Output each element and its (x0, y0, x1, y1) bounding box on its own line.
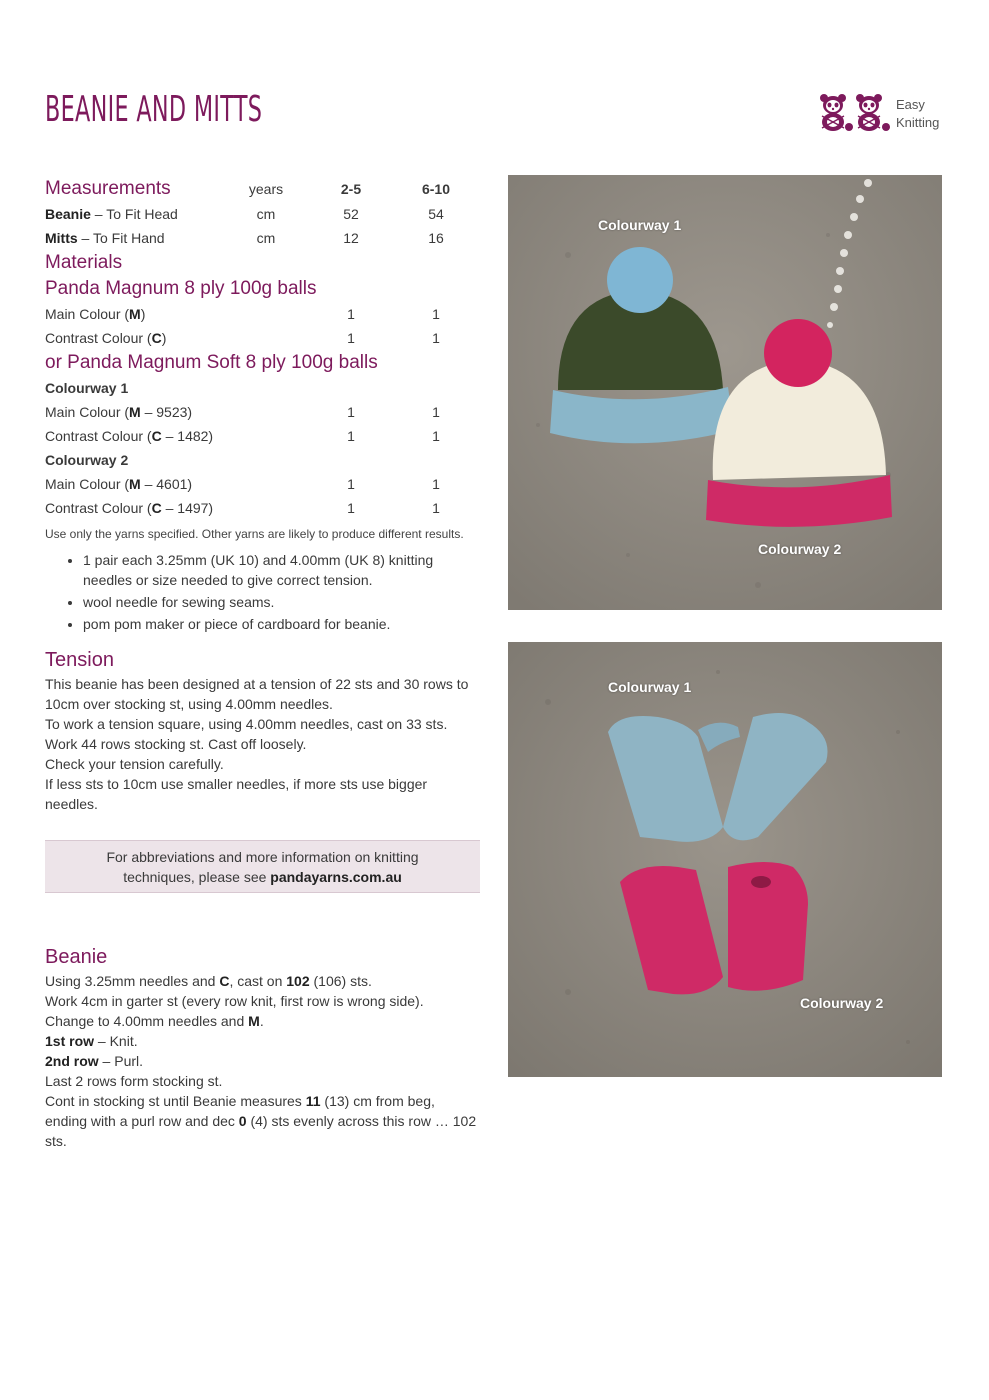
beanie-line: Using 3.25mm needles and C, cast on 102 (106) sts. (45, 973, 372, 989)
yarn-label: Main Colour (M – 9523) (45, 404, 193, 420)
yarn-2-header (45, 350, 480, 376)
beanie-line: Change to 4.00mm needles and M. (45, 1013, 264, 1029)
yarn-qty: 1 (347, 404, 355, 420)
measurement-label: Mitts – To Fit Hand (45, 230, 165, 246)
beanie-line: Work 4cm in garter st (every row knit, first row is wrong side). (45, 993, 424, 1009)
yarn-2-heading: or Panda Magnum Soft 8 ply 100g balls (45, 352, 378, 373)
measurement-value: 16 (428, 230, 444, 246)
measurement-row-mitts (45, 226, 480, 250)
website-link[interactable]: pandayarns.com.au (270, 869, 402, 885)
yarn-qty: 1 (432, 500, 440, 516)
measurement-label: Beanie – To Fit Head (45, 206, 178, 222)
yarn-qty: 1 (347, 330, 355, 346)
tension-line: If less sts to 10cm use smaller needles, if more sts use bigger needles. (45, 776, 428, 812)
measurement-unit: cm (256, 230, 276, 246)
panda-knitting-icon (818, 92, 892, 132)
yarn-row (45, 400, 480, 424)
yarn-row (45, 424, 480, 448)
difficulty-line-1: Easy (896, 97, 925, 112)
yarn-row (45, 302, 480, 326)
measurement-row-beanie (45, 202, 480, 226)
measurement-value: 12 (343, 230, 359, 246)
tension-line: This beanie has been designed at a tension of 22 sts and 30 rows to 10cm over stocking st, using 4.00mm needles. (45, 676, 469, 712)
tension-heading: Tension (45, 649, 114, 671)
yarn-qty: 1 (347, 428, 355, 444)
equipment-list (45, 550, 480, 634)
yarn-qty: 1 (432, 306, 440, 322)
yarn-label: Contrast Colour (C – 1497) (45, 500, 214, 516)
photo-label: Colourway 1 (598, 217, 682, 233)
beanie-line: 1st row – Knit. (45, 1033, 138, 1049)
yarn-qty: 1 (432, 476, 440, 492)
yarn-row (45, 326, 480, 350)
colourway-2-label: Colourway 2 (45, 452, 129, 468)
measurements-unit-header: years (248, 181, 284, 197)
yarn-1-heading: Panda Magnum 8 ply 100g balls (45, 278, 317, 299)
measurements-header (45, 176, 480, 202)
beanie-heading: Beanie (45, 946, 108, 968)
yarn-1-header (45, 276, 480, 302)
list-item: • wool needle for sewing seams. (83, 592, 480, 612)
tension-section (45, 646, 480, 814)
beanies-photo (508, 175, 942, 610)
measurement-value: 54 (428, 206, 444, 222)
colourway-1-label: Colourway 1 (45, 380, 129, 396)
size-header-1: 2-5 (340, 181, 362, 197)
yarn-label: Main Colour (M – 4601) (45, 476, 193, 492)
measurement-value: 52 (343, 206, 359, 222)
mitts-photo (508, 642, 942, 1077)
yarn-qty: 1 (432, 404, 440, 420)
info-line-2: techniques, please see pandayarns.com.au (123, 869, 402, 885)
yarn-qty: 1 (432, 330, 440, 346)
photo-label: Colourway 1 (608, 679, 692, 695)
beanie-line: Last 2 rows form stocking st. (45, 1073, 223, 1089)
yarn-qty: 1 (347, 306, 355, 322)
difficulty-rating (818, 92, 948, 136)
page-title: BEANIE AND MITTS (45, 89, 263, 130)
yarn-row (45, 472, 480, 496)
yarn-qty: 1 (347, 476, 355, 492)
difficulty-label (896, 96, 939, 132)
photo-label: Colourway 2 (758, 541, 842, 557)
beanie-line: Cont in stocking st until Beanie measures 11 (13) cm from beg, ending with a purl row and dec 0 (4) sts evenly across this row … 102 sts. (45, 1093, 477, 1149)
yarn-qty: 1 (432, 428, 440, 444)
list-item: • 1 pair each 3.25mm (UK 10) and 4.00mm (UK 8) knitting needles or size needed to give correct tension. (83, 550, 480, 590)
yarn-qty: 1 (347, 500, 355, 516)
info-line-1: For abbreviations and more information on knitting (106, 849, 419, 865)
difficulty-line-2: Knitting (896, 115, 940, 130)
materials-header (45, 250, 480, 276)
beanie-section (45, 943, 480, 1151)
materials-heading: Materials (45, 252, 123, 273)
beanies-illustration (508, 175, 942, 610)
yarn-label: Contrast Colour (C – 1482) (45, 428, 214, 444)
measurements-heading: Measurements (45, 178, 171, 199)
beanie-line: 2nd row – Purl. (45, 1053, 144, 1069)
measurement-unit: cm (256, 206, 276, 222)
pattern-column (45, 176, 480, 1151)
tension-line: Check your tension carefully. (45, 756, 224, 772)
yarn-note: Use only the yarns specified. Other yarns are likely to produce different results. (45, 527, 464, 541)
yarn-row (45, 496, 480, 520)
size-header-2: 6-10 (421, 181, 451, 197)
list-item: • pom pom maker or piece of cardboard for beanie. (83, 614, 480, 634)
tension-line: To work a tension square, using 4.00mm needles, cast on 33 sts. (45, 716, 448, 732)
tension-line: Work 44 rows stocking st. Cast off loosely. (45, 736, 307, 752)
abbreviations-box (45, 840, 480, 893)
mitts-illustration (508, 642, 942, 1077)
yarn-label: Main Colour (M) (45, 306, 146, 322)
photo-label: Colourway 2 (800, 995, 884, 1011)
yarn-label: Contrast Colour (C) (45, 330, 167, 346)
